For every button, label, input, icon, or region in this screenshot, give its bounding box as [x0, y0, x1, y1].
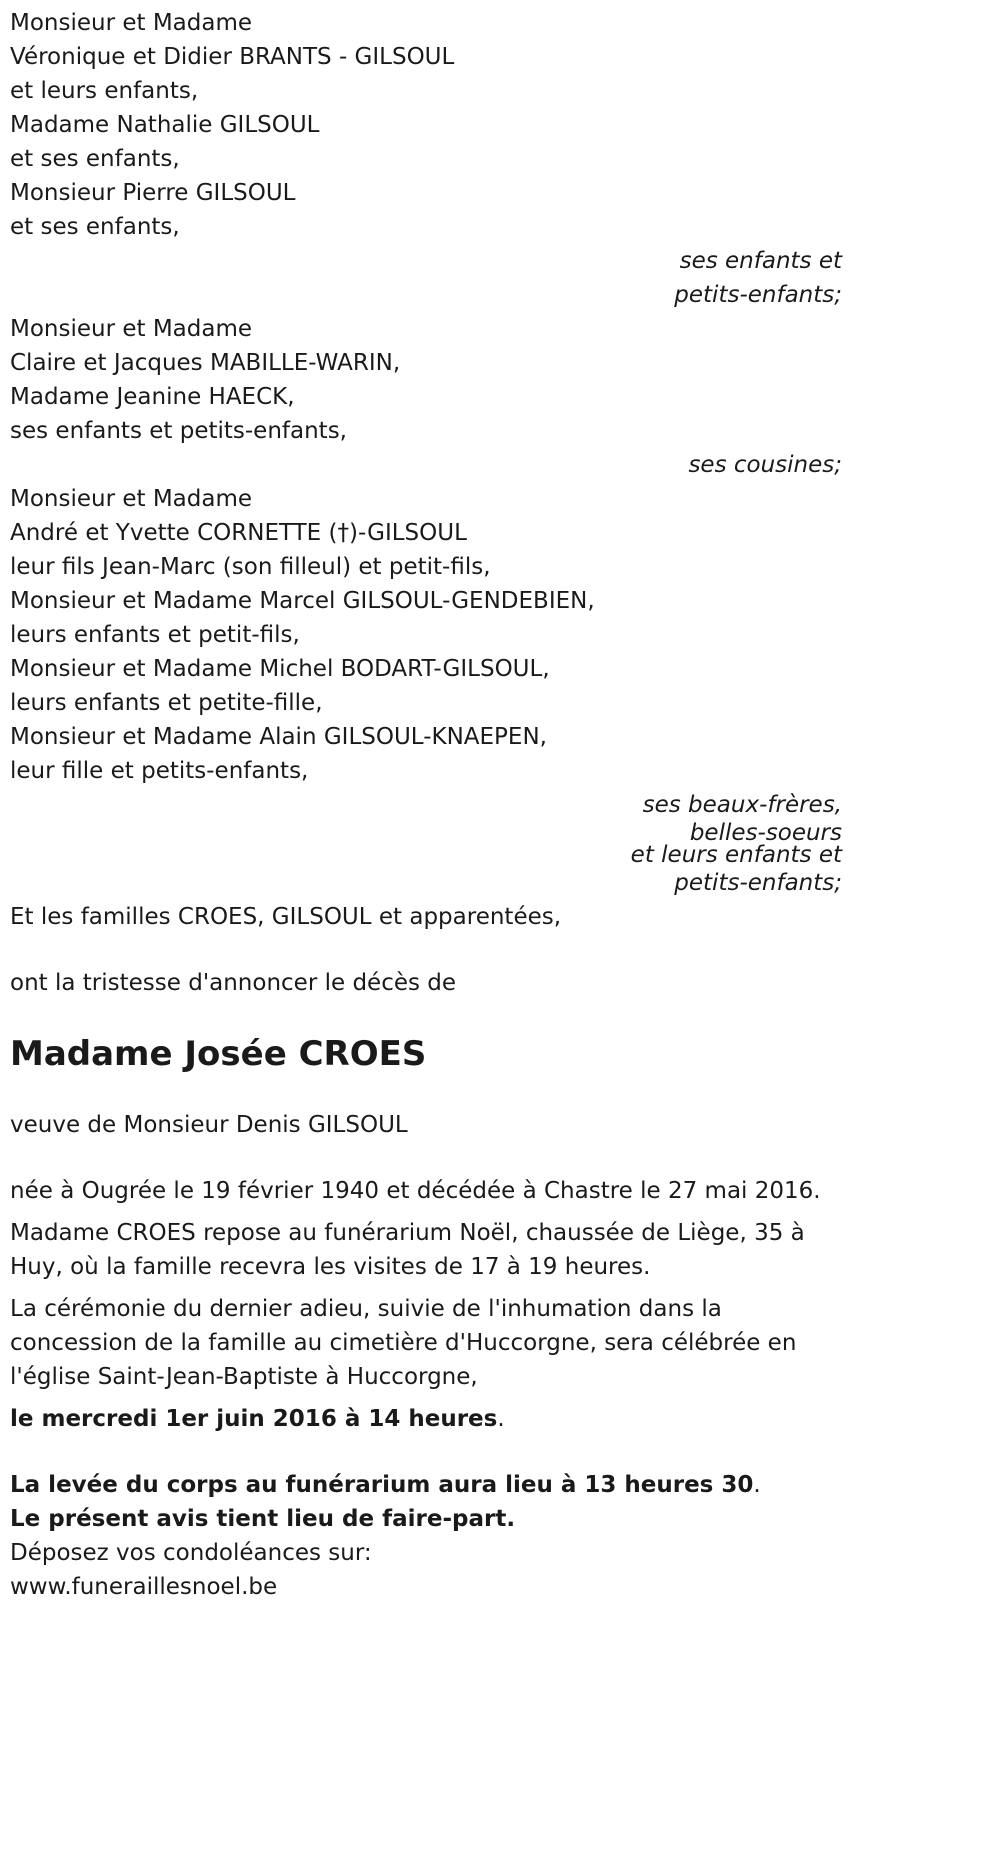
family-group-in-laws: [10, 482, 860, 900]
relationship-label: ses beaux-frères,: [642, 792, 842, 818]
family-line: Madame Nathalie GILSOUL: [10, 112, 320, 138]
family-line: leur fils Jean-Marc (son filleul) et petit-fils,: [10, 554, 491, 580]
family-group-cousins: [10, 312, 860, 482]
family-line: ses enfants et petits-enfants,: [10, 418, 347, 444]
family-line: leurs enfants et petit-fils,: [10, 622, 300, 648]
relationship-label: belles-soeurs: [689, 820, 842, 846]
family-line: leurs enfants et petite-fille,: [10, 690, 323, 716]
website-link[interactable]: www.funeraillesnoel.be: [10, 1574, 278, 1600]
ceremony-info: La cérémonie du dernier adieu, suivie de l'inhumation dans la concession de la famille au cimetière d'Huccorgne, sera célébrée en l'église Saint-Jean-Baptiste à Huccorgne,: [10, 1296, 797, 1390]
family-line: Monsieur et Madame Alain GILSOUL-KNAEPEN,: [10, 724, 547, 750]
extended-families: Et les familles CROES, GILSOUL et apparentées,: [10, 904, 562, 930]
relationship-label: petits-enfants;: [674, 870, 842, 896]
family-line: Monsieur et Madame Michel BODART-GILSOUL,: [10, 656, 550, 682]
relationship-label: et leurs enfants et: [630, 842, 842, 868]
levee-line: [10, 1468, 860, 1502]
relationship-label: ses cousines;: [688, 452, 842, 478]
birth-death-info: née à Ougrée le 19 février 1940 et décédée à Chastre le 27 mai 2016.: [10, 1178, 821, 1204]
family-line: et ses enfants,: [10, 146, 180, 172]
family-line: Monsieur et Madame: [10, 316, 253, 342]
levee-info: La levée du corps au funérarium aura lieu à 13 heures 30: [10, 1472, 754, 1498]
ceremony-date-line: [10, 1402, 860, 1436]
family-line: Monsieur et Madame: [10, 10, 253, 36]
ceremony-date: le mercredi 1er juin 2016 à 14 heures: [10, 1406, 498, 1432]
deceased-name: Madame Josée CROES: [10, 1034, 427, 1074]
family-line: Véronique et Didier BRANTS - GILSOUL: [10, 44, 455, 70]
family-group-children: [10, 6, 860, 312]
condolences-label: Déposez vos condoléances sur:: [10, 1540, 372, 1566]
family-line: Monsieur et Madame: [10, 486, 253, 512]
relationship-label: petits-enfants;: [674, 282, 842, 308]
family-line: et ses enfants,: [10, 214, 180, 240]
announcement-text: ont la tristesse d'annoncer le décès de: [10, 970, 457, 996]
notice-text: Le présent avis tient lieu de faire-part.: [10, 1506, 516, 1532]
ceremony-date-period: .: [497, 1406, 505, 1432]
family-line: Claire et Jacques MABILLE-WARIN,: [10, 350, 401, 376]
family-line: Monsieur Pierre GILSOUL: [10, 180, 296, 206]
family-line: et leurs enfants,: [10, 78, 199, 104]
family-line: leur fille et petits-enfants,: [10, 758, 309, 784]
relationship-label: ses enfants et: [679, 248, 842, 274]
family-line: Monsieur et Madame Marcel GILSOUL-GENDEBIEN,: [10, 588, 595, 614]
levee-period: .: [753, 1472, 761, 1498]
rest-place-info: Madame CROES repose au funérarium Noël, chaussée de Liège, 35 à Huy, où la famille recevra les visites de 17 à 19 heures.: [10, 1220, 805, 1280]
family-line: Madame Jeanine HAECK,: [10, 384, 295, 410]
widow-of: veuve de Monsieur Denis GILSOUL: [10, 1112, 408, 1138]
family-line: André et Yvette CORNETTE (†)-GILSOUL: [10, 520, 467, 546]
